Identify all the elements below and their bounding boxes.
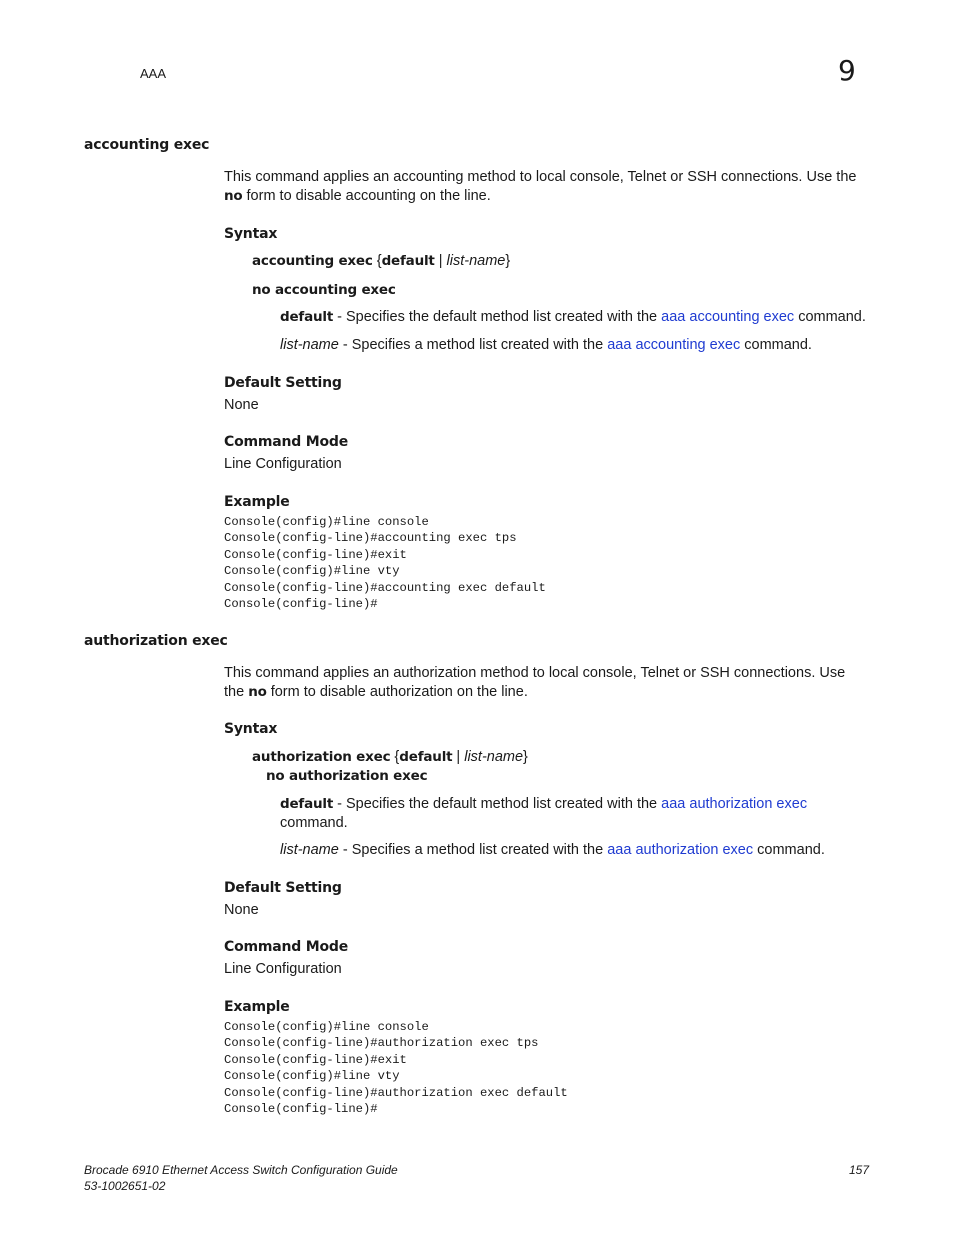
footer-guide-title: Brocade 6910 Ethernet Access Switch Configuration Guide [84,1163,398,1177]
parameter-default: default - Specifies the default method list created with the aaa accounting exec command. [280,309,866,325]
example-heading: Example [224,494,290,510]
command-description: This command applies an authorization method to local console, Telnet or SSH connections. Use the no form to disable authorization on the line. [224,665,846,700]
default-setting-heading: Default Setting [224,880,342,896]
footer-doc-number: 53-1002651-02 [84,1179,166,1193]
command-mode-value: Line Configuration [224,456,342,472]
syntax-line: accounting exec {default | list-name} [252,253,511,269]
footer-guide-info [84,1162,398,1194]
command-mode-heading: Command Mode [224,939,349,955]
command-mode-value: Line Configuration [224,961,342,977]
aaa-accounting-exec-link[interactable]: aaa accounting exec [607,337,741,353]
default-setting-value: None [224,902,259,918]
chapter-number: 9 [838,54,856,87]
command-title: accounting exec [84,137,210,153]
example-code: Console(config)#line console Console(config-line)#authorization exec tps Console(config-line)#exit Console(config)#line vty Console(config-line)#authorization exec default Console(config-line)# [224,1020,568,1117]
parameter-list-name: list-name - Specifies a method list created with the aaa accounting exec command. [280,337,812,353]
syntax-line: authorization exec {default | list-name} [252,749,528,765]
aaa-authorization-exec-link[interactable]: aaa authorization exec [607,842,754,858]
aaa-accounting-exec-link[interactable]: aaa accounting exec [661,309,795,325]
command-title: authorization exec [84,633,228,649]
parameter-default: default - Specifies the default method list created with the aaa authorization exec command. [280,796,808,831]
running-header-section: AAA [140,66,167,81]
default-setting-value: None [224,397,259,413]
command-mode-heading: Command Mode [224,434,349,450]
parameter-list-name: list-name - Specifies a method list created with the aaa authorization exec command. [280,842,825,858]
no-form-syntax: no accounting exec [252,282,396,298]
aaa-authorization-exec-link[interactable]: aaa authorization exec [661,796,808,812]
page-number: 157 [849,1163,870,1177]
example-heading: Example [224,999,290,1015]
syntax-heading: Syntax [224,721,278,737]
command-description: This command applies an accounting method to local console, Telnet or SSH connections. Use the no form to disable accounting on the line. [224,169,857,204]
syntax-heading: Syntax [224,226,278,242]
no-form-syntax: no authorization exec [266,768,428,784]
example-code: Console(config)#line console Console(config-line)#accounting exec tps Console(config-line)#exit Console(config)#line vty Console(config-line)#accounting exec default Console(config-line)# [224,515,546,612]
default-setting-heading: Default Setting [224,375,342,391]
